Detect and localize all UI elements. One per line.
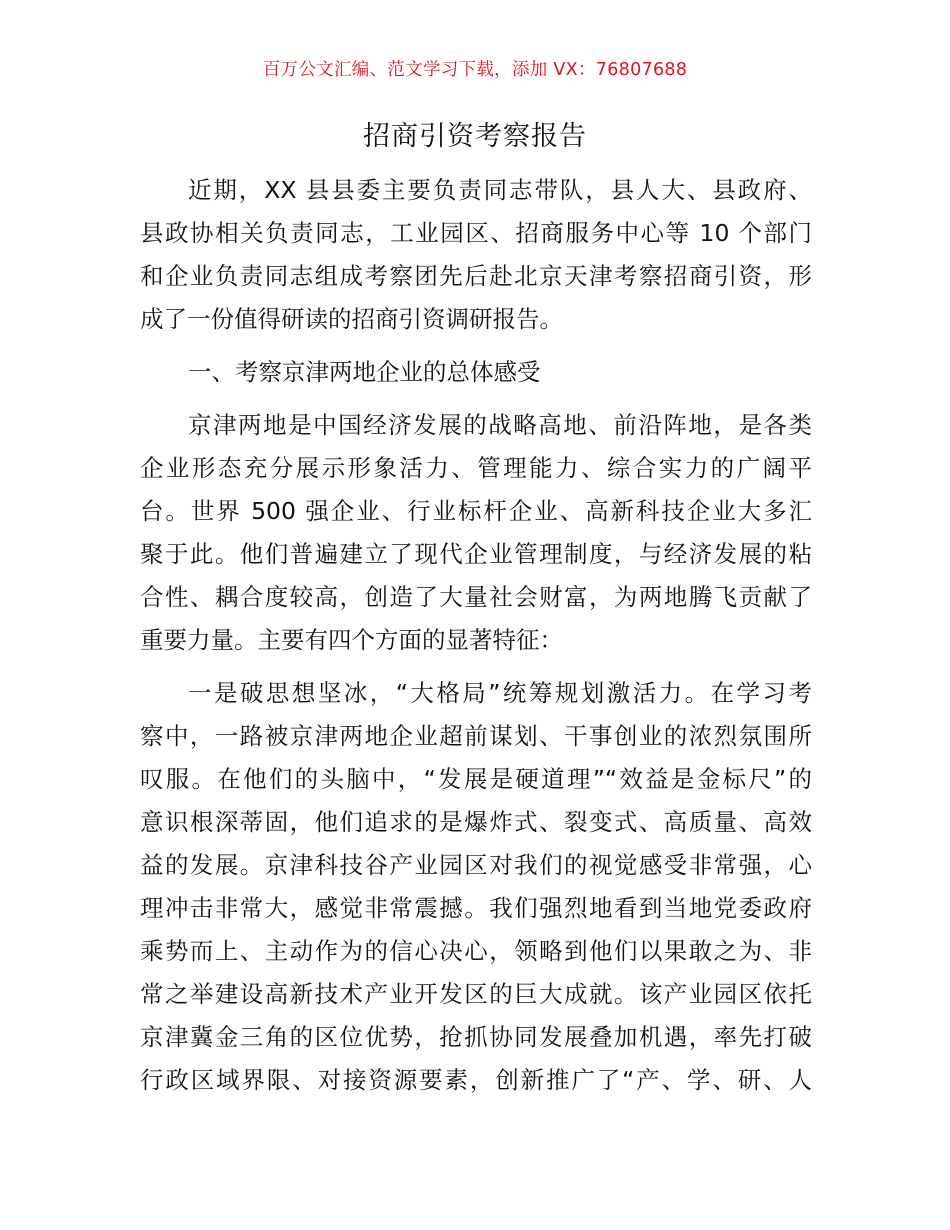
text-line: 察中，一路被京津两地企业超前谋划、干事创业的浓烈氛围所 — [140, 722, 812, 750]
paragraph-intro — [140, 169, 812, 341]
paragraph-feature-one — [140, 672, 812, 1102]
text-line: 近期，XX 县县委主要负责同志带队，县人大、县政府、 — [188, 176, 812, 204]
text-line: 京津两地是中国经济发展的战略高地、前沿阵地，是各类 — [188, 411, 812, 439]
text-line: 重要力量。主要有四个方面的显著特征： — [140, 626, 563, 654]
document-title: 招商引资考察报告 — [363, 121, 587, 152]
header-note: 百万公文汇编、范文学习下载，添加 VX：76807688 — [262, 60, 688, 80]
text-line: 县政协相关负责同志，工业园区、招商服务中心等 10 个部门 — [140, 219, 812, 247]
text-line: 行政区域界限、对接资源要素，创新推广了“产、学、研、人 — [140, 1066, 812, 1094]
text-line: 和企业负责同志组成考察团先后赴北京天津考察招商引资，形 — [140, 262, 812, 290]
text-line: 意识根深蒂固，他们追求的是爆炸式、裂变式、高质量、高效 — [140, 808, 812, 836]
text-line: 一是破思想坚冰，“大格局”统筹规划激活力。在学习考 — [188, 679, 812, 707]
text-line: 理冲击非常大，感觉非常震撼。我们强烈地看到当地党委政府 — [140, 894, 812, 922]
paragraph-overview — [140, 404, 812, 662]
text-line: 聚于此。他们普遍建立了现代企业管理制度，与经济发展的粘 — [140, 540, 812, 568]
text-line: 常之举建设高新技术产业开发区的巨大成就。该产业园区依托 — [140, 980, 812, 1008]
text-line: 合性、耦合度较高，创造了大量社会财富，为两地腾飞贡献了 — [140, 583, 812, 611]
text-line: 京津冀金三角的区位优势，抢抓协同发展叠加机遇，率先打破 — [140, 1023, 812, 1051]
text-line: 成了一份值得研读的招商引资调研报告。 — [140, 305, 563, 333]
section-heading — [140, 351, 812, 394]
text-line: 叹服。在他们的头脑中，“发展是硬道理”“效益是金标尺”的 — [140, 765, 812, 793]
document-body — [140, 169, 812, 1112]
text-line: 益的发展。京津科技谷产业园区对我们的视觉感受非常强，心 — [140, 851, 812, 879]
text-line: 企业形态充分展示形象活力、管理能力、综合实力的广阔平 — [140, 454, 812, 482]
text-line: 台。世界 500 强企业、行业标杆企业、高新科技企业大多汇 — [140, 497, 812, 525]
text-line: 乘势而上、主动作为的信心决心，领略到他们以果敢之为、非 — [140, 937, 812, 965]
text-line: 一、考察京津两地企业的总体感受 — [188, 358, 541, 386]
